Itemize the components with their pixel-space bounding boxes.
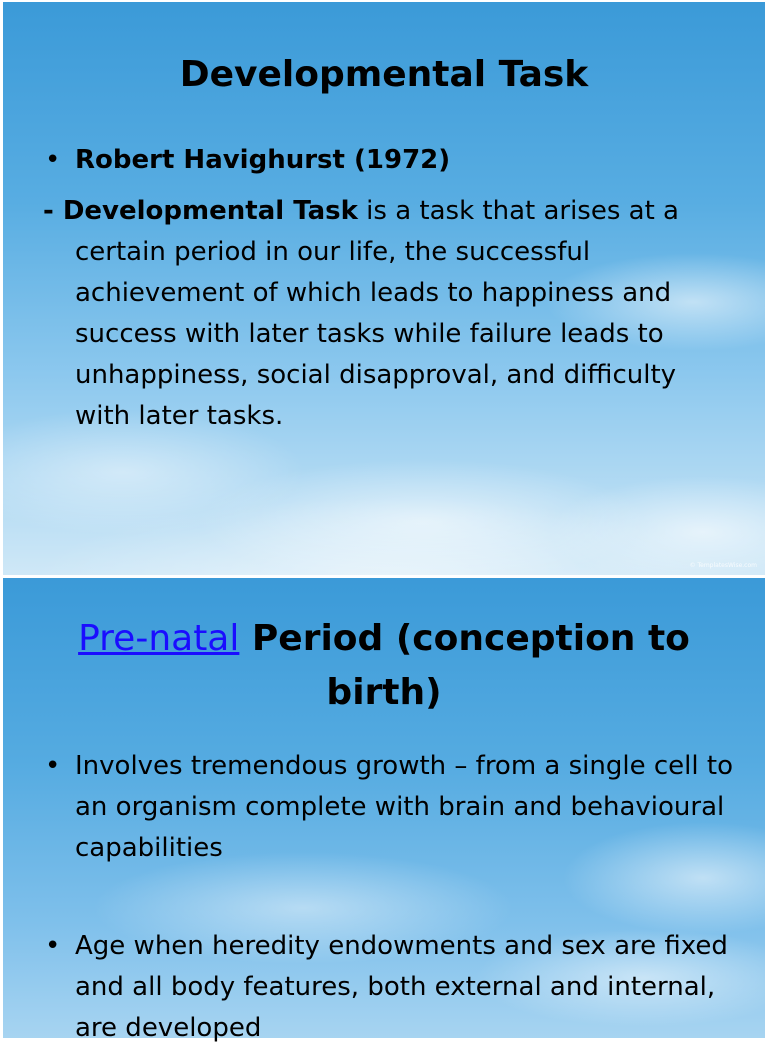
definition-text: is a task that arises at a certain period in our life, the successful achievement of which leads to happiness and success with later tasks while failure leads to unhappiness, social disapproval, and difficulty with later tasks.: [75, 196, 679, 431]
slide-body: [43, 140, 733, 437]
slide-title-rest: Period (conception to birth): [239, 618, 690, 713]
bullet-icon: •: [45, 751, 61, 781]
bullet-icon: •: [45, 145, 61, 175]
template-watermark: © TemplatesWise.com: [689, 562, 757, 569]
pre-natal-link[interactable]: Pre-natal: [78, 618, 240, 659]
slide-2: [3, 578, 765, 1043]
definition-term: - Developmental Task: [43, 196, 358, 226]
bullet-icon: •: [45, 931, 61, 961]
bullet-item: [43, 746, 765, 869]
bullet-item: [43, 926, 765, 1049]
slide-title: [43, 612, 725, 720]
slide-1: [3, 2, 765, 575]
slide-title: Developmental Task: [179, 54, 589, 95]
author-reference: Robert Havighurst (1972): [75, 145, 451, 175]
definition-paragraph: [43, 191, 733, 437]
bullet-text: Involves tremendous growth – from a single cell to an organism complete with brain and behavioural capabilities: [75, 751, 733, 863]
bullet-text: Age when heredity endowments and sex are fixed and all body features, both external and internal, are developed: [75, 931, 728, 1043]
bullet-item: [43, 140, 733, 181]
